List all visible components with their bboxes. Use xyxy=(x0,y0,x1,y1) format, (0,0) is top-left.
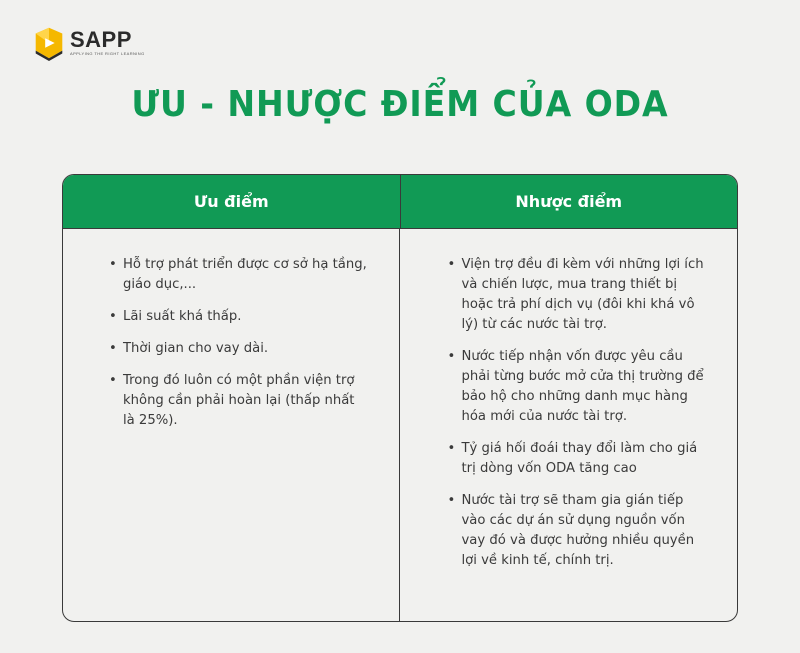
page-title: ƯU - NHƯỢC ĐIỂM CỦA ODA xyxy=(131,84,669,125)
comparison-table xyxy=(62,174,738,622)
list-item: • Thời gian cho vay dài. xyxy=(109,339,369,359)
logo-name: SAPP xyxy=(70,27,132,52)
list-item: • Lãi suất khá thấp. xyxy=(109,307,369,327)
logo-tagline: APPLYING THE RIGHT LEARNING xyxy=(70,51,145,56)
list-item: • Nước tài trợ sẽ tham gia gián tiếp vào các dự án sử dụng nguồn vốn vay đó và được hưởng nhiều quyền lợi về kinh tế, chính trị. xyxy=(448,491,708,571)
sapp-logo-icon xyxy=(30,24,68,62)
disadvantages-list xyxy=(448,255,708,571)
table-header-row xyxy=(63,175,737,229)
disadvantages-column xyxy=(399,229,738,621)
list-item: • Tỷ giá hối đoái thay đổi làm cho giá trị dòng vốn ODA tăng cao xyxy=(448,439,708,479)
advantages-column xyxy=(63,229,399,621)
list-item: • Nước tiếp nhận vốn được yêu cầu phải từng bước mở cửa thị trường để bảo hộ cho những danh mục hàng hóa mới của nước tài trợ. xyxy=(448,347,708,427)
header-disadvantages: Nhược điểm xyxy=(400,175,738,228)
list-item: • Hỗ trợ phát triển được cơ sở hạ tầng, giáo dục,... xyxy=(109,255,369,295)
list-item: • Viện trợ đều đi kèm với những lợi ích và chiến lược, mua trang thiết bị hoặc trả phí dịch vụ (đôi khi khá vô lý) từ các nước tài trợ. xyxy=(448,255,708,335)
advantages-list xyxy=(109,255,369,431)
sapp-logo xyxy=(30,24,145,62)
header-advantages: Ưu điểm xyxy=(193,192,269,211)
table-body xyxy=(63,229,737,621)
list-item: • Trong đó luôn có một phần viện trợ không cần phải hoàn lại (thấp nhất là 25%). xyxy=(109,371,369,431)
